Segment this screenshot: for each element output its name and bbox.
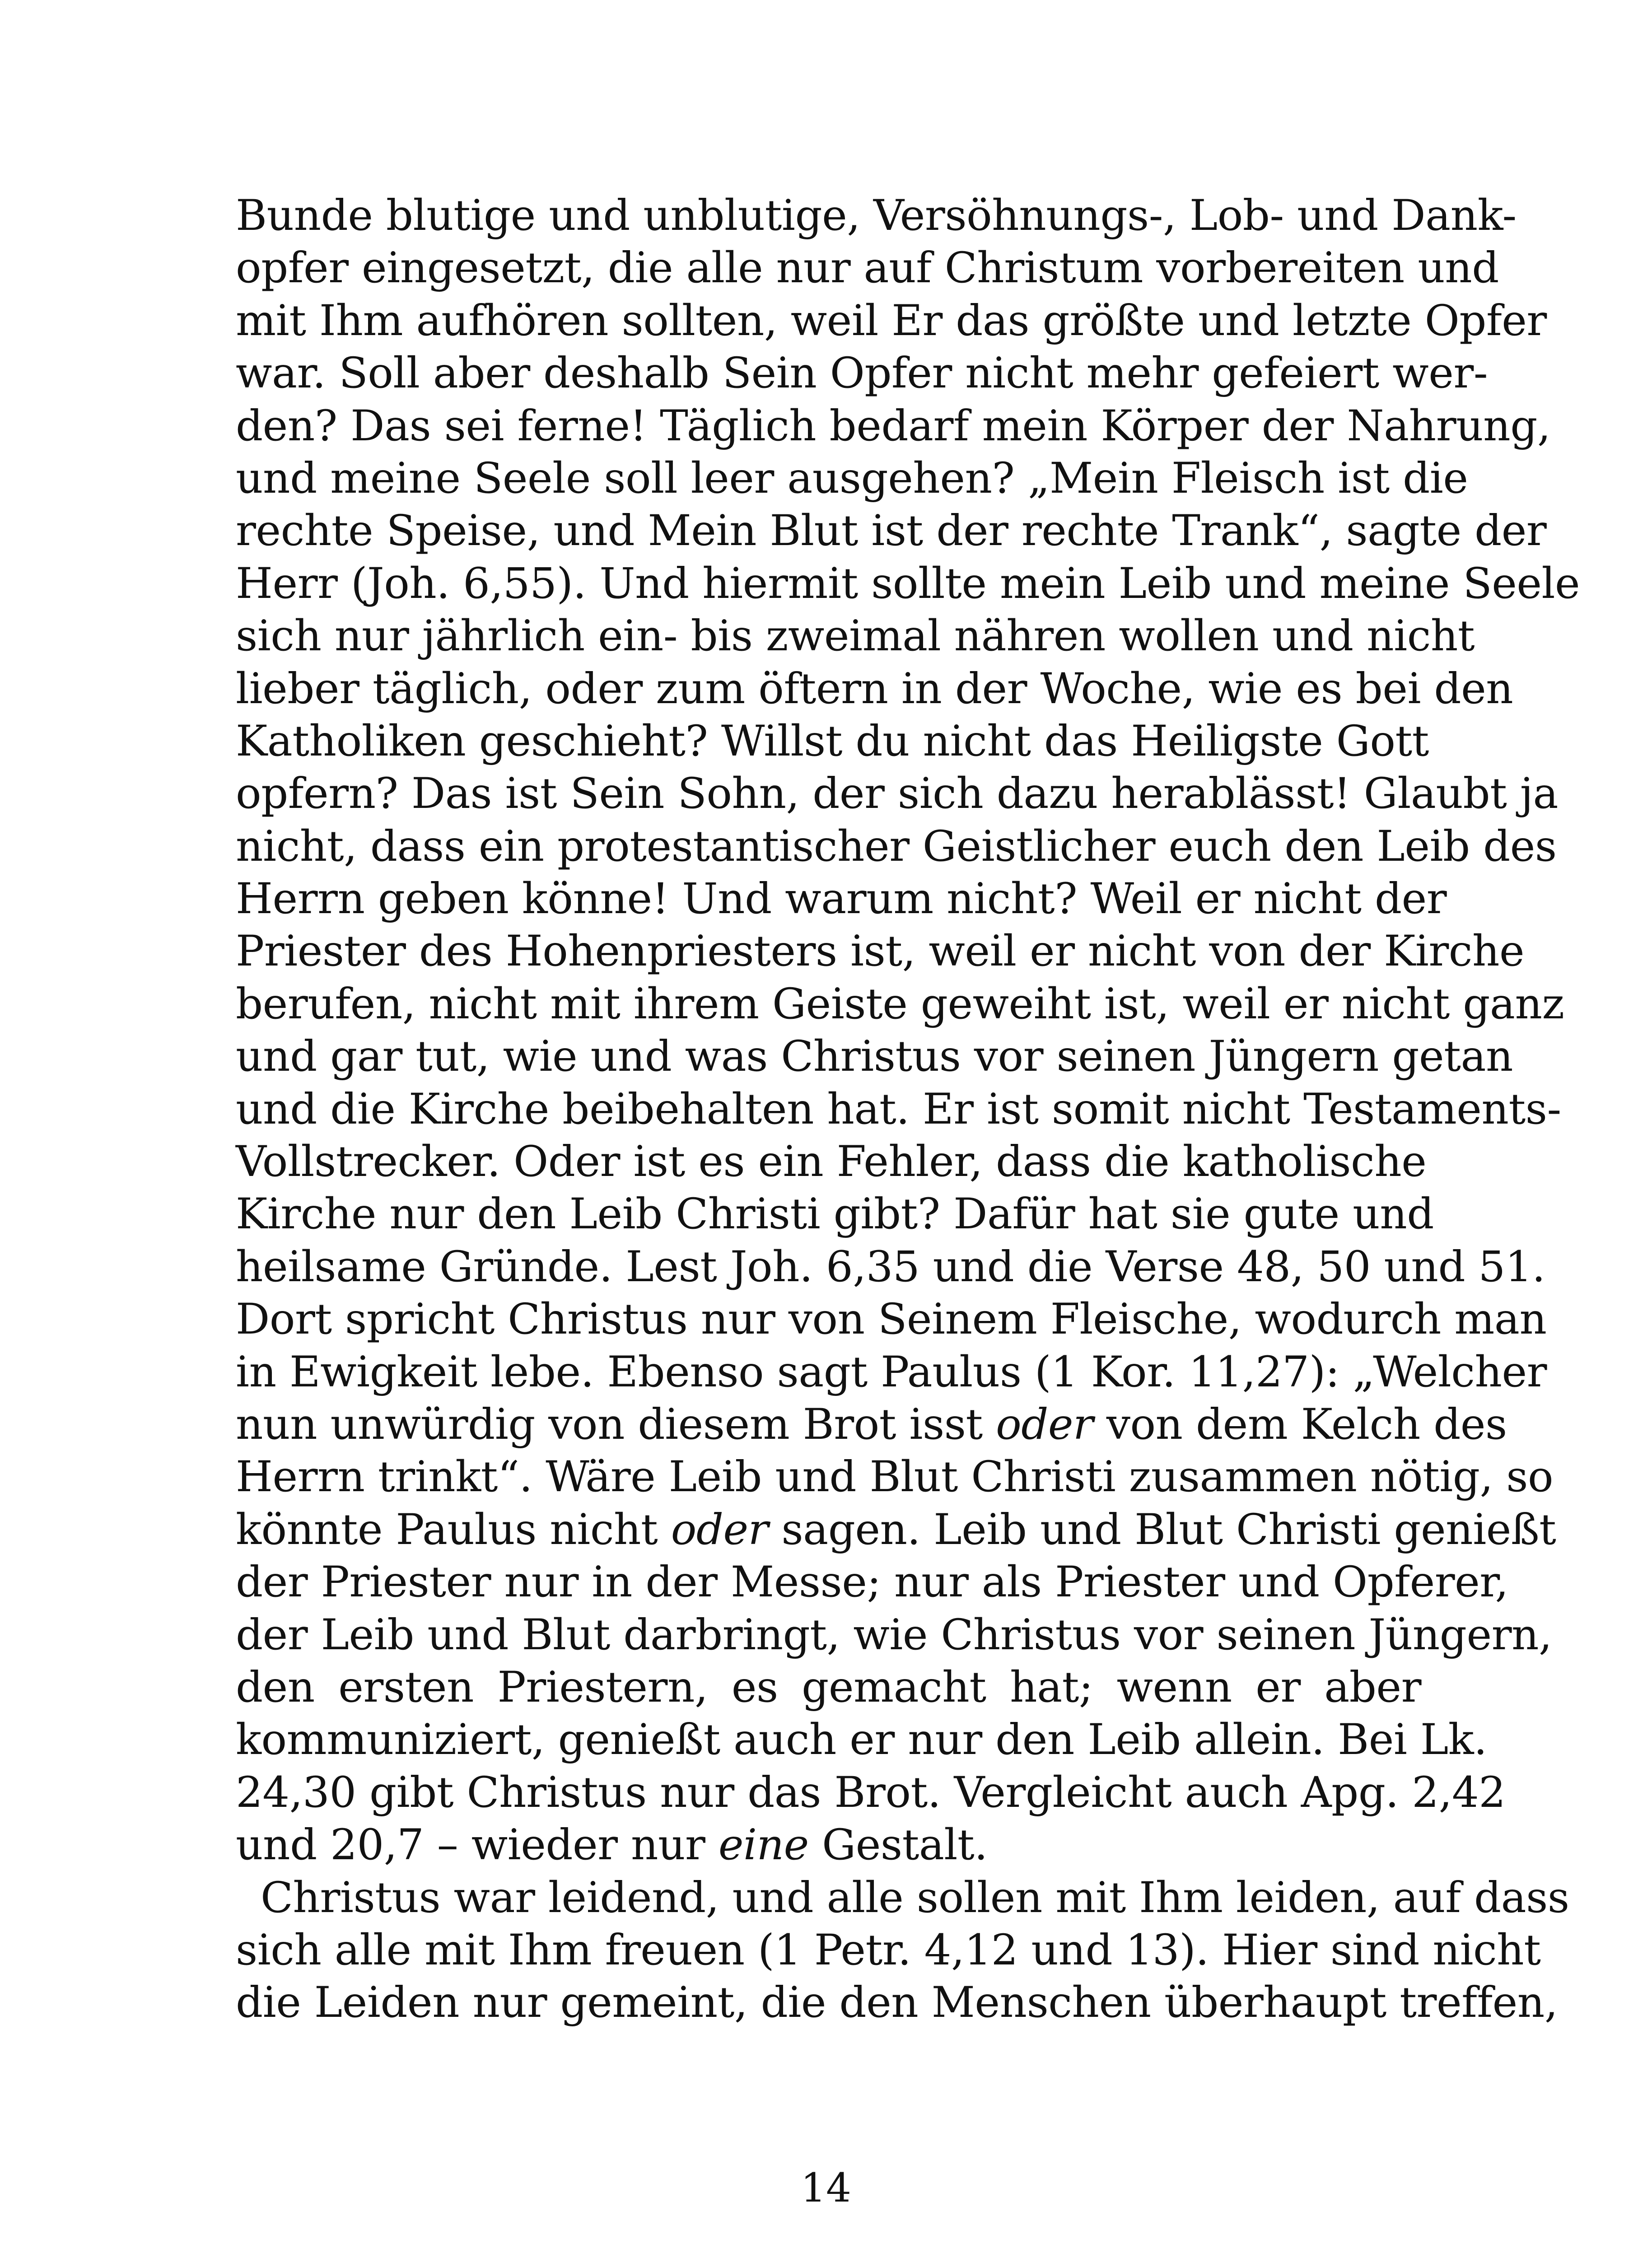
paragraph-1-line: [236, 821, 1557, 873]
text-run: Christus war leidend, und alle sollen mit Ihm leiden, auf dass: [261, 1873, 1569, 1922]
paragraph-1-line: [236, 1241, 1545, 1293]
paragraph-1-line: [236, 1451, 1554, 1503]
text-run: opfern? Das ist Sein Sohn, der sich dazu herablässt! Glaubt ja: [236, 769, 1558, 819]
paragraph-1-line: [236, 1188, 1434, 1241]
paragraph-1-line: [236, 558, 1580, 610]
text-run: Priester des Hohenpriesters ist, weil er nicht von der Kirche: [236, 927, 1525, 976]
emphasized-word: oder: [671, 1505, 769, 1554]
paragraph-2-line: [236, 1924, 1541, 1977]
text-run: der Leib und Blut darbringt, wie Christus vor seinen Jüngern,: [236, 1610, 1552, 1660]
text-run: und die Kirche beibehalten hat. Er ist somit nicht Testaments-: [236, 1084, 1561, 1134]
text-run: Gestalt.: [808, 1820, 988, 1870]
text-run: lieber täglich, oder zum öftern in der Woche, wie es bei den: [236, 664, 1513, 714]
paragraph-1-line: [236, 453, 1468, 505]
paragraph-1-line: [236, 1609, 1552, 1661]
text-run: in Ewigkeit lebe. Ebenso sagt Paulus (1 Kor. 11,27): „Welcher: [236, 1347, 1547, 1397]
body-text: [236, 190, 1580, 2029]
text-run: nicht, dass ein protestantischer Geistlicher euch den Leib des: [236, 821, 1557, 871]
text-run: sagen. Leib und Blut Christi genießt: [768, 1505, 1556, 1554]
text-run: berufen, nicht mit ihrem Geiste geweiht ist, weil er nicht ganz: [236, 979, 1564, 1029]
text-run: Dort spricht Christus nur von Seinem Fleische, wodurch man: [236, 1295, 1547, 1344]
text-run: und meine Seele soll leer ausgehen? „Mein Fleisch ist die: [236, 453, 1468, 503]
paragraph-1-line: [236, 768, 1558, 820]
paragraph-1-line: [236, 1819, 1421, 1871]
paragraph-1-line: [236, 1293, 1547, 1346]
paragraph-1-line: [236, 1714, 1487, 1766]
text-run: Herrn geben könne! Und warum nicht? Weil er nicht der: [236, 874, 1447, 924]
paragraph-1-line: [236, 1661, 1421, 1714]
paragraph-1-line: [236, 1767, 1506, 1819]
text-run: war. Soll aber deshalb Sein Opfer nicht mehr gefeiert wer-: [236, 349, 1488, 398]
text-run: sich nur jährlich ein- bis zweimal nähren wollen und nicht: [236, 611, 1475, 661]
text-run: heilsame Gründe. Lest Joh. 6,35 und die Verse 48, 50 und 51.: [236, 1242, 1545, 1292]
text-run: von dem Kelch des: [1093, 1400, 1507, 1449]
text-run: den? Das sei ferne! Täglich bedarf mein Körper der Nahrung,: [236, 401, 1551, 451]
paragraph-1-line: [236, 925, 1525, 978]
paragraph-1-line: [236, 1346, 1547, 1399]
paragraph-1-line: [236, 978, 1564, 1031]
paragraph-1-line: [236, 1504, 1556, 1556]
paragraph-1-line: [236, 610, 1475, 662]
text-run: sich alle mit Ihm freuen (1 Petr. 4,12 und 13). Hier sind nicht: [236, 1925, 1541, 1975]
paragraph-2-line: [236, 1977, 1558, 2029]
paragraph-1-line: [236, 505, 1547, 557]
paragraph-1-line: [236, 663, 1513, 715]
paragraph-1-line: [236, 1031, 1513, 1083]
emphasized-word: eine: [718, 1820, 809, 1870]
text-run: opfer eingesetzt, die alle nur auf Christum vorbereiten und: [236, 243, 1499, 293]
text-run: Bunde blutige und unblutige, Versöhnungs-, Lob- und Dank-: [236, 191, 1517, 240]
text-run: kommuniziert, genießt auch er nur den Leib allein. Bei Lk.: [236, 1715, 1487, 1765]
paragraph-1-line: [236, 295, 1547, 347]
text-run: rechte Speise, und Mein Blut ist der rechte Trank“, sagte der: [236, 506, 1547, 556]
paragraph-1-line: [236, 400, 1551, 453]
paragraph-2-line: [236, 1872, 1569, 1924]
text-run: und gar tut, wie und was Christus vor seinen Jüngern getan: [236, 1032, 1513, 1082]
paragraph-1-line: [236, 347, 1488, 400]
paragraph-1-line: [236, 1136, 1427, 1188]
paragraph-1-line: [236, 1083, 1561, 1136]
paragraph-1-line: [236, 242, 1499, 294]
text-run: den ersten Priestern, es gemacht hat; wenn er aber: [236, 1662, 1421, 1712]
text-run: der Priester nur in der Messe; nur als Priester und Opferer,: [236, 1558, 1508, 1607]
paragraph-1-line: [236, 1556, 1508, 1609]
emphasized-word: oder: [996, 1400, 1093, 1449]
text-run: die Leiden nur gemeint, die den Menschen überhaupt treffen,: [236, 1978, 1558, 2028]
text-run: Vollstrecker. Oder ist es ein Fehler, dass die katholische: [236, 1137, 1427, 1187]
text-run: Kirche nur den Leib Christi gibt? Dafür hat sie gute und: [236, 1190, 1434, 1239]
text-run: 24,30 gibt Christus nur das Brot. Vergleicht auch Apg. 2,42: [236, 1768, 1506, 1817]
text-run: mit Ihm aufhören sollten, weil Er das größte und letzte Opfer: [236, 296, 1547, 345]
text-run: Herrn trinkt“. Wäre Leib und Blut Christi zusammen nötig, so: [236, 1452, 1554, 1502]
paragraph-1-line: [236, 873, 1447, 925]
paragraph-1-line: [236, 1399, 1507, 1451]
page-number: 14: [801, 2165, 851, 2211]
text-run: könnte Paulus nicht: [236, 1505, 671, 1554]
text-run: Herr (Joh. 6,55). Und hiermit sollte mein Leib und meine Seele: [236, 559, 1580, 608]
text-run: nun unwürdig von diesem Brot isst: [236, 1400, 996, 1449]
text-run: und 20,7 – wieder nur: [236, 1820, 719, 1870]
paragraph-1-line: [236, 715, 1429, 768]
paragraph-1-line: [236, 190, 1517, 242]
text-run: Katholiken geschieht? Willst du nicht das Heiligste Gott: [236, 716, 1429, 766]
